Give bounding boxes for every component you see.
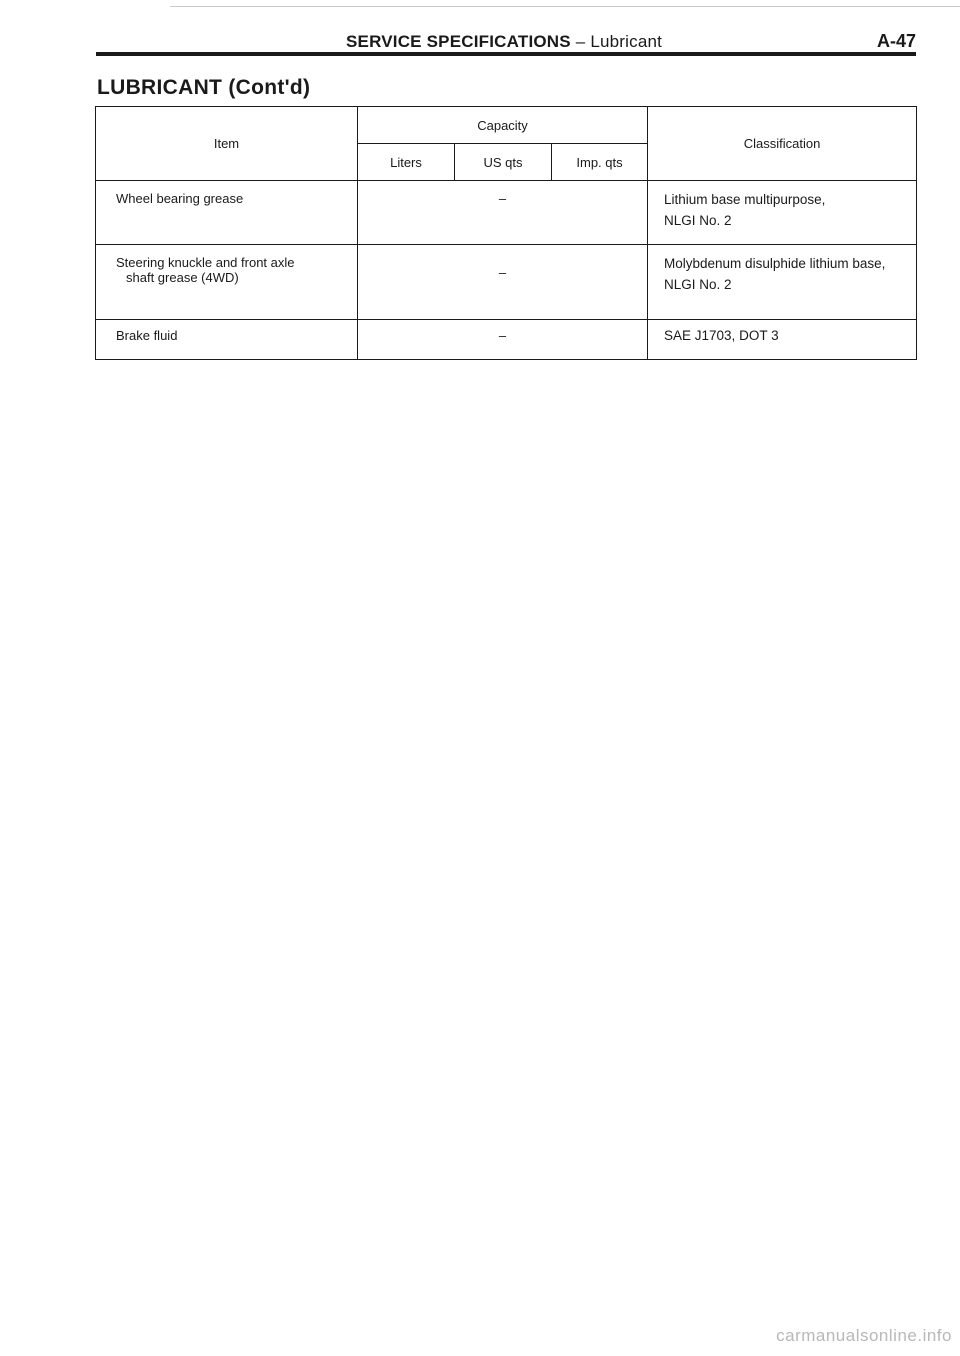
header-title-main: SERVICE SPECIFICATIONS xyxy=(346,32,571,51)
column-header-imp-qts: Imp. qts xyxy=(552,144,648,181)
table-row xyxy=(96,181,917,245)
table-header-row xyxy=(96,107,917,144)
classification-text: NLGI No. 2 xyxy=(664,277,732,292)
lubricant-spec-table xyxy=(95,106,917,360)
item-cell xyxy=(96,245,358,320)
section-title: LUBRICANT (Cont'd) xyxy=(97,76,311,99)
header-title-sub: – Lubricant xyxy=(570,32,663,51)
top-divider xyxy=(170,6,960,7)
column-header-classification: Classification xyxy=(648,107,917,181)
item-text: Wheel bearing grease xyxy=(116,191,244,206)
item-cell xyxy=(96,181,358,245)
classification-cell xyxy=(648,181,917,245)
item-text: Steering knuckle and front axle xyxy=(116,255,295,270)
item-cell xyxy=(96,320,358,360)
classification-cell xyxy=(648,320,917,360)
capacity-cell: – xyxy=(358,245,648,320)
watermark: carmanualsonline.info xyxy=(776,1326,952,1345)
column-header-us-qts: US qts xyxy=(455,144,552,181)
table-row xyxy=(96,245,917,320)
table-row xyxy=(96,320,917,360)
item-text: Brake fluid xyxy=(116,328,178,343)
column-header-capacity: Capacity xyxy=(358,107,648,144)
page-number: A-47 xyxy=(876,31,916,51)
capacity-cell: – xyxy=(358,320,648,360)
classification-text: SAE J1703, DOT 3 xyxy=(664,328,779,343)
column-header-item: Item xyxy=(96,107,358,181)
column-header-liters: Liters xyxy=(358,144,455,181)
header-title xyxy=(346,32,662,52)
classification-text: Lithium base multipurpose, xyxy=(664,192,826,207)
item-text: shaft grease (4WD) xyxy=(126,270,239,285)
classification-cell xyxy=(648,245,917,320)
header-divider xyxy=(96,52,916,56)
classification-text: NLGI No. 2 xyxy=(664,213,732,228)
classification-text: Molybdenum disulphide lithium base, xyxy=(664,256,886,271)
capacity-cell: – xyxy=(358,181,648,245)
